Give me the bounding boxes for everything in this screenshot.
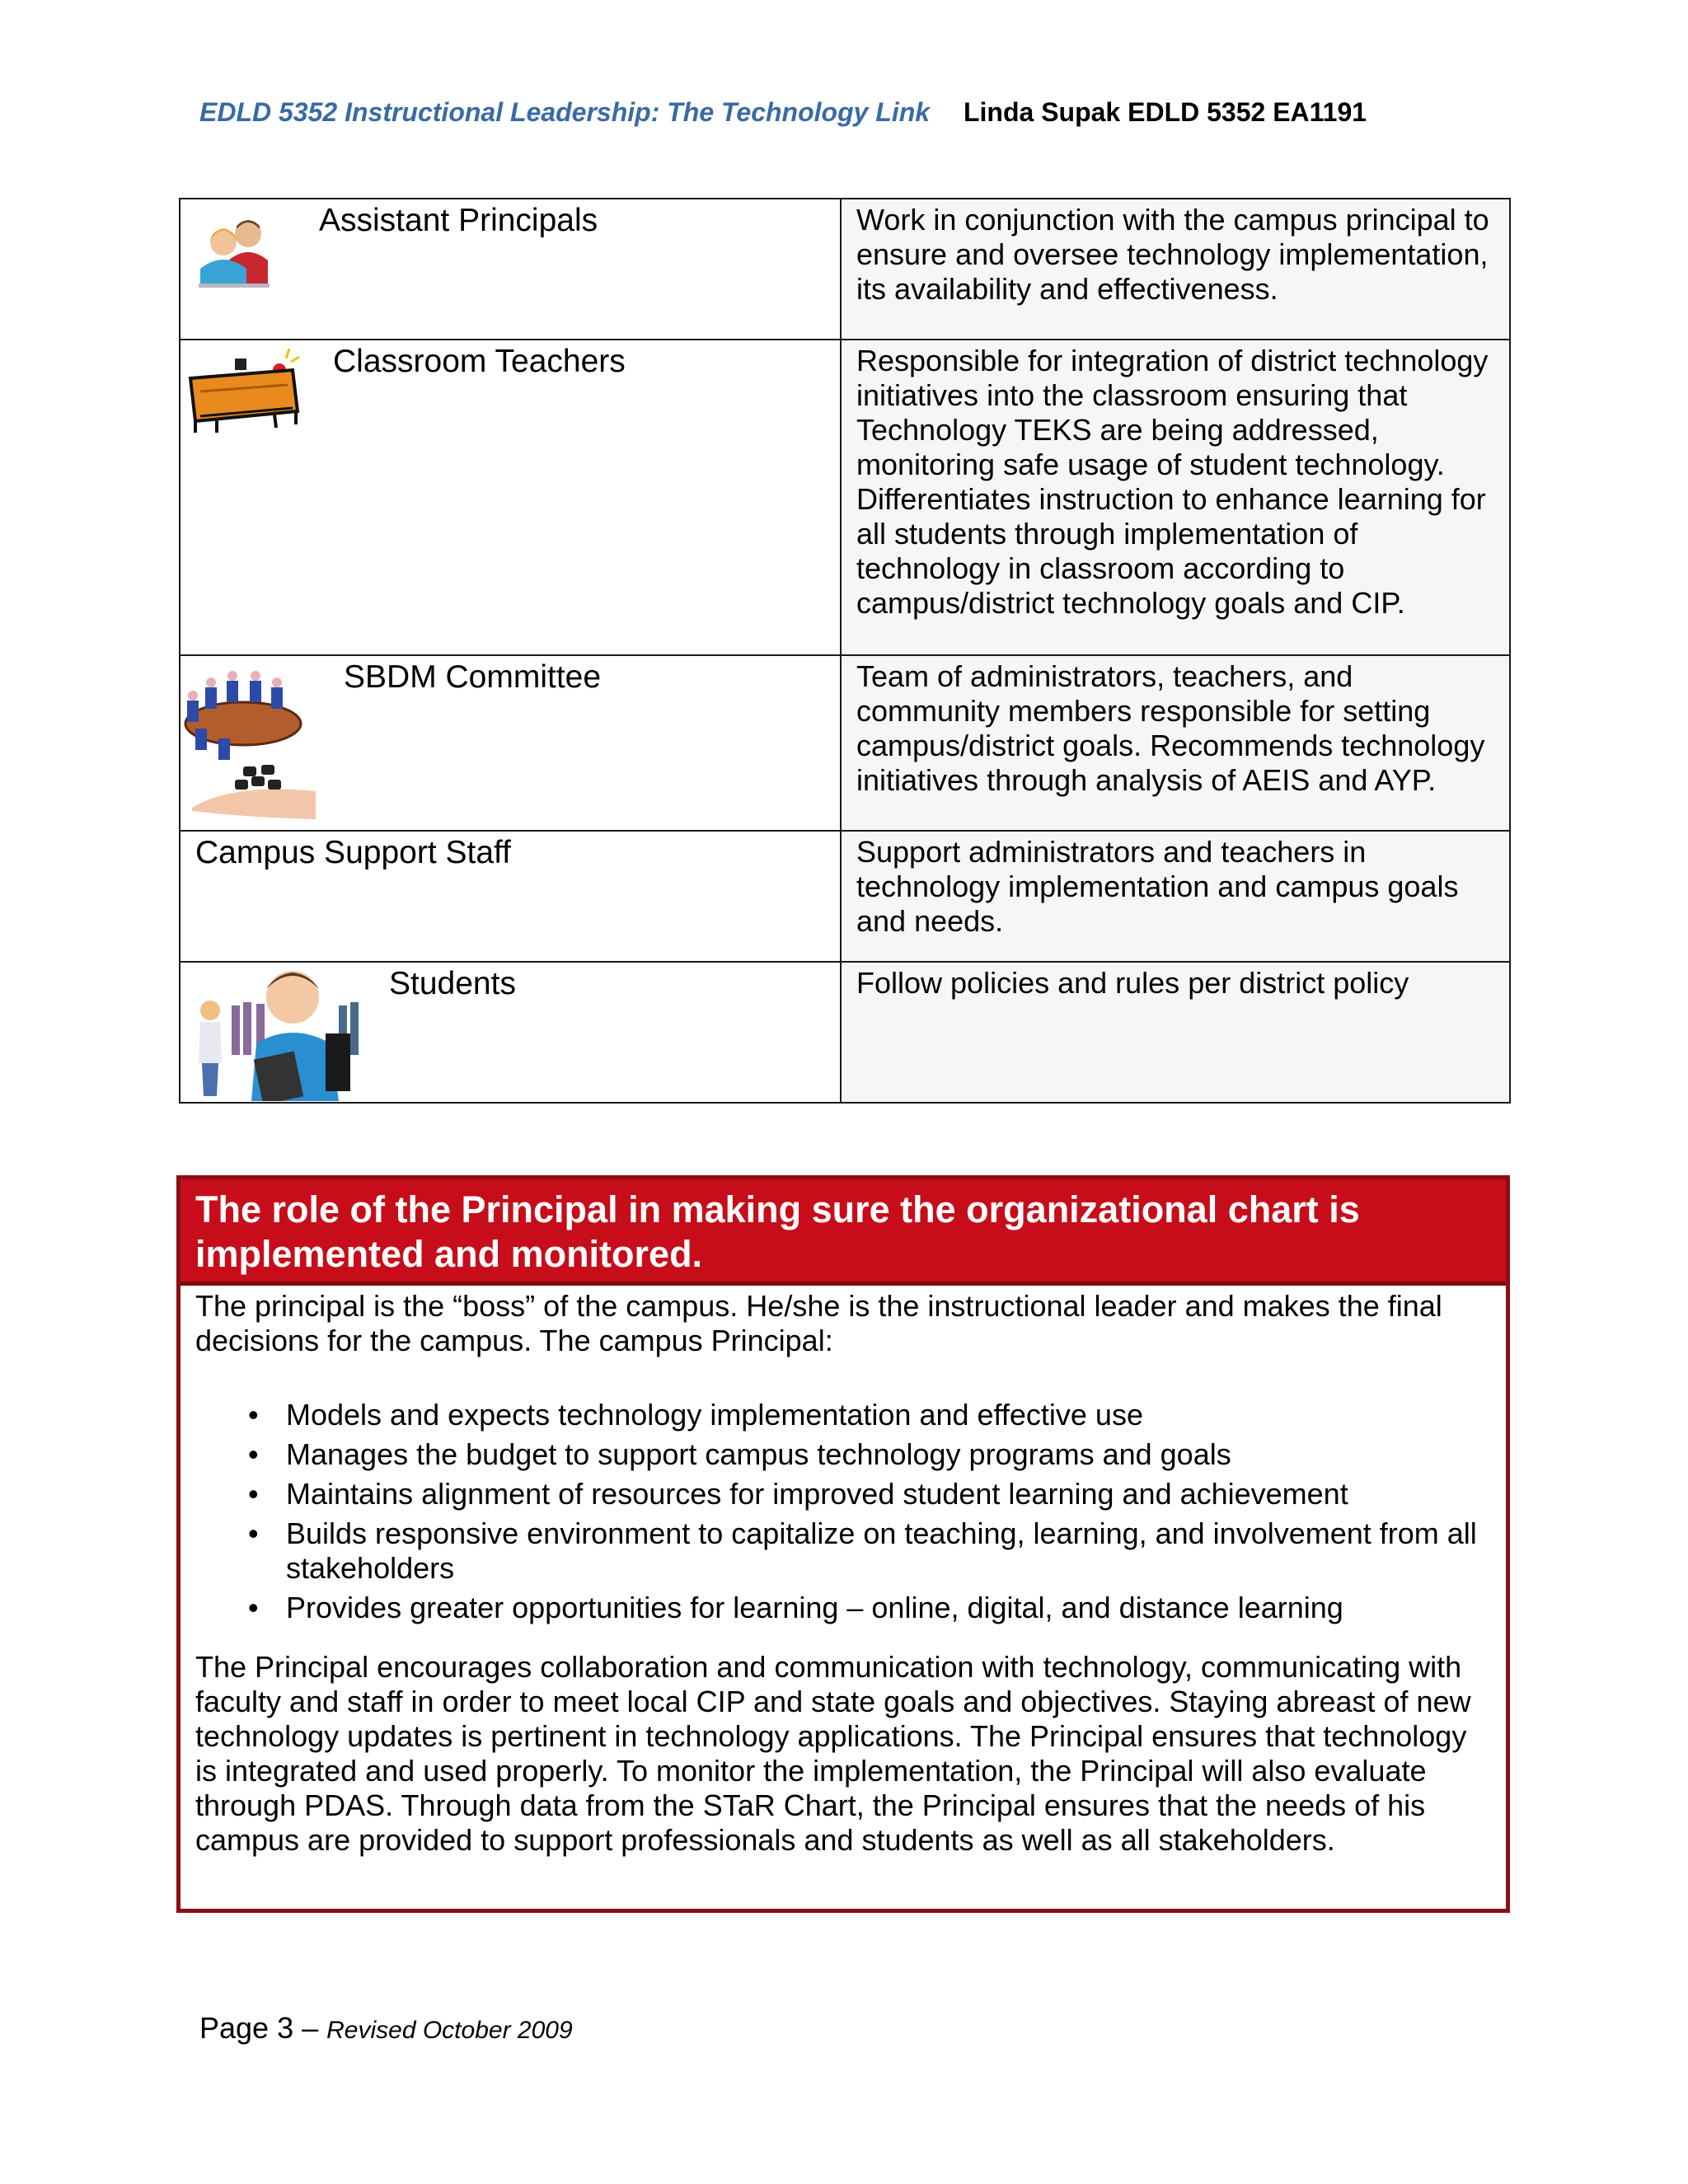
table-row bbox=[180, 340, 1510, 655]
list-item-text: Provides greater opportunities for learning – online, digital, and distance learning bbox=[286, 1591, 1343, 1624]
closing-paragraph: The Principal encourages collaboration and communication with technology, communicating with faculty and staff in order to meet local CIP and state goals and objectives. Staying abreast of new technology updates is pertinent in technology applications. The Principal ensures that technology is integrated and used properly. To monitor the implementation, the Principal will also evaluate through PDAS. Through data from the STaR Chart, the Principal ensures that the needs of his campus are provided to support professionals and students as well as all stakeholders. bbox=[195, 1650, 1471, 1857]
list-item bbox=[195, 1398, 1491, 1432]
bullet: • bbox=[248, 1398, 259, 1432]
committee-meeting-icon bbox=[184, 659, 320, 820]
role-cell bbox=[180, 199, 841, 340]
principal-role-section bbox=[176, 1175, 1510, 1913]
role-label: Assistant Principals bbox=[319, 203, 598, 238]
bullet: • bbox=[248, 1516, 259, 1550]
table-row bbox=[180, 831, 1510, 962]
bullet: • bbox=[248, 1591, 259, 1624]
role-description: Support administrators and teachers in technology implementation and campus goals and needs. bbox=[841, 831, 1510, 962]
role-cell bbox=[180, 655, 841, 831]
page-number: Page 3 – bbox=[199, 2011, 327, 2045]
students-group-icon bbox=[185, 964, 367, 1101]
two-people-icon bbox=[195, 214, 274, 288]
list-item-text: Maintains alignment of resources for improved student learning and achievement bbox=[286, 1477, 1348, 1511]
bullet: • bbox=[248, 1437, 259, 1471]
role-label: Classroom Teachers bbox=[333, 344, 626, 379]
list-item-text: Manages the budget to support campus technology programs and goals bbox=[286, 1437, 1231, 1471]
list-item-text: Models and expects technology implementation and effective use bbox=[286, 1398, 1143, 1432]
list-item bbox=[195, 1477, 1491, 1511]
responsibilities-list bbox=[195, 1398, 1491, 1625]
role-label: Students bbox=[389, 966, 516, 1001]
role-description: Work in conjunction with the campus principal to ensure and oversee technology implementation, its availability and effectiveness. bbox=[841, 199, 1510, 340]
page-header bbox=[199, 97, 1485, 128]
roles-table bbox=[179, 198, 1511, 1104]
role-description: Follow policies and rules per district policy bbox=[841, 962, 1510, 1103]
author-line: Linda Supak EDLD 5352 EA1191 bbox=[963, 97, 1367, 127]
section-title: The role of the Principal in making sure the organizational chart is implemented and monitored. bbox=[181, 1179, 1506, 1286]
bullet: • bbox=[248, 1477, 259, 1511]
teacher-desk-icon bbox=[184, 345, 307, 436]
table-row bbox=[180, 655, 1510, 831]
role-cell bbox=[180, 831, 841, 962]
list-item-text: Builds responsive environment to capitalize on teaching, learning, and involvement from all stakeholders bbox=[286, 1516, 1477, 1585]
role-cell bbox=[180, 962, 841, 1103]
table-row bbox=[180, 199, 1510, 340]
role-description: Responsible for integration of district technology initiatives into the classroom ensuring that Technology TEKS are being addressed, monitoring safe usage of student technology. Differentiates instruction to enhance learning for all students through implementation of technology in classroom according to campus/district technology goals and CIP. bbox=[841, 340, 1510, 655]
section-body bbox=[181, 1286, 1506, 1858]
revision-date: Revised October 2009 bbox=[326, 2017, 573, 2044]
intro-paragraph: The principal is the “boss” of the campus. He/she is the instructional leader and makes the final decisions for the campus. The campus Principal: bbox=[195, 1289, 1442, 1357]
role-label: Campus Support Staff bbox=[195, 835, 511, 870]
list-item bbox=[195, 1591, 1491, 1625]
list-item bbox=[195, 1437, 1491, 1472]
page-footer bbox=[199, 2011, 573, 2046]
role-label: SBDM Committee bbox=[344, 659, 602, 695]
list-item bbox=[195, 1516, 1491, 1586]
table-row bbox=[180, 962, 1510, 1103]
role-cell bbox=[180, 340, 841, 655]
role-description: Team of administrators, teachers, and community members responsible for setting campus/district goals. Recommends technology initiatives through analysis of AEIS and AYP. bbox=[841, 655, 1510, 831]
course-title: EDLD 5352 Instructional Leadership: The Technology Link bbox=[199, 97, 931, 127]
